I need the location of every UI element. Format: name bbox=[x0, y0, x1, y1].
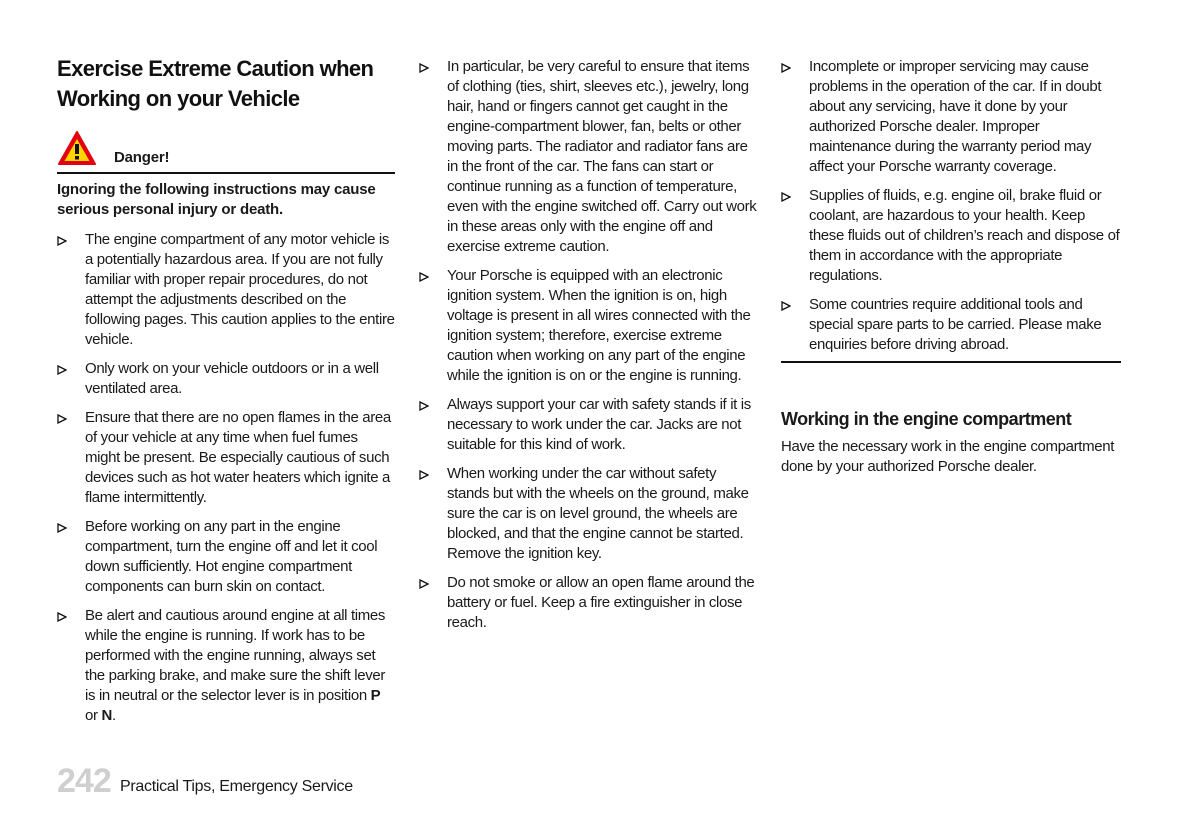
triangle-bullet-icon bbox=[419, 401, 429, 411]
list-item bbox=[781, 186, 1121, 286]
triangle-bullet-icon bbox=[419, 63, 429, 73]
triangle-bullet-icon bbox=[781, 63, 791, 73]
title-line-2: Working on your Vehicle bbox=[57, 86, 300, 111]
danger-header bbox=[57, 130, 395, 172]
gear-position-n: N bbox=[101, 707, 112, 724]
list-item-text: Only work on your vehicle outdoors or in a well ventilated area. bbox=[85, 360, 379, 397]
section-divider bbox=[781, 361, 1121, 363]
triangle-bullet-icon bbox=[57, 236, 67, 246]
section-heading: Working in the engine compartment bbox=[781, 409, 1072, 429]
footer-section-label: Practical Tips, Emergency Service bbox=[120, 778, 353, 795]
triangle-bullet-icon bbox=[57, 414, 67, 424]
list-item bbox=[57, 517, 395, 597]
list-item-text: In particular, be very careful to ensure that items of clothing (ties, shirt, sleeves etc.), jewelry, long hair, hand or fingers cannot get caught in the engine-compartment blower, fan, belts or other moving parts. The radiator and radiator fans are in the front of the car. The fans can start or continue running as a function of temperature, even with the engine switched off. Carry out work in these areas only with the engine off and exercise extreme caution. bbox=[447, 58, 757, 255]
list-item-text-end: . bbox=[111, 707, 116, 724]
title-line-1: Exercise Extreme Caution when bbox=[57, 56, 374, 81]
list-item bbox=[419, 57, 759, 257]
triangle-bullet-icon bbox=[57, 365, 67, 375]
list-item bbox=[57, 230, 395, 350]
triangle-bullet-icon bbox=[419, 272, 429, 282]
triangle-bullet-icon bbox=[419, 579, 429, 589]
triangle-bullet-icon bbox=[419, 470, 429, 480]
section-body: Have the necessary work in the engine compartment done by your authorized Porsche dealer. bbox=[781, 438, 1115, 475]
list-item bbox=[57, 606, 395, 726]
list-item-text: Be alert and cautious around engine at all times while the engine is running. If work has to be performed with the engine running, always set the parking brake, and make sure the shift lever is in neutral or the selector lever is in position bbox=[85, 607, 386, 704]
left-column bbox=[57, 54, 395, 735]
gear-position-p: P bbox=[370, 687, 381, 704]
triangle-bullet-icon bbox=[781, 301, 791, 311]
list-item-text: Ensure that there are no open flames in the area of your vehicle at any time when fuel fumes might be present. Be especially cautious of such devices such as hot water heaters which ignite a flame intermittently. bbox=[85, 409, 391, 506]
middle-bullet-list bbox=[419, 57, 759, 633]
page-title bbox=[57, 54, 395, 114]
warning-text: Ignoring the following instructions may cause serious personal injury or death. bbox=[57, 181, 376, 218]
list-item-text: When working under the car without safety stands but with the wheels on the ground, make sure the car is on level ground, the wheels are blocked, and that the engine cannot be started. Remove the ignition key. bbox=[447, 465, 749, 562]
middle-column bbox=[419, 57, 759, 642]
list-item bbox=[781, 295, 1121, 355]
danger-divider bbox=[57, 172, 395, 174]
list-item bbox=[419, 266, 759, 386]
right-column bbox=[781, 57, 1121, 477]
triangle-bullet-icon bbox=[57, 523, 67, 533]
list-item bbox=[781, 57, 1121, 177]
list-item-text: Your Porsche is equipped with an electronic ignition system. When the ignition is on, high voltage is present in all wires connected with the ignition system; therefore, exercise extreme caution when working on any part of the engine while the ignition is on or the engine is running. bbox=[447, 267, 751, 384]
list-item-text: The engine compartment of any motor vehicle is a potentially hazardous area. If you are not fully familiar with proper repair procedures, do not attempt the adjustments described on the following pages. This caution applies to the entire vehicle. bbox=[85, 231, 395, 348]
list-item bbox=[57, 359, 395, 399]
left-bullet-list bbox=[57, 230, 395, 726]
list-item-text: Before working on any part in the engine compartment, turn the engine off and let it cool down sufficiently. Hot engine compartment components can burn skin on contact. bbox=[85, 518, 378, 595]
list-item bbox=[57, 408, 395, 508]
list-item-text: Do not smoke or allow an open flame around the battery or fuel. Keep a fire extinguisher in close reach. bbox=[447, 574, 755, 631]
list-item-text: Supplies of fluids, e.g. engine oil, brake fluid or coolant, are hazardous to your health. Keep these fluids out of children’s reach and dispose of them in accordance with the appropriate regulations. bbox=[809, 187, 1120, 284]
list-item-text: Some countries require additional tools and special spare parts to be carried. Please make enquiries before driving abroad. bbox=[809, 296, 1102, 353]
list-item bbox=[419, 573, 759, 633]
list-item bbox=[419, 395, 759, 455]
triangle-bullet-icon bbox=[57, 612, 67, 622]
list-item bbox=[419, 464, 759, 564]
list-item-text: Always support your car with safety stands if it is necessary to work under the car. Jacks are not suitable for this kind of work. bbox=[447, 396, 751, 453]
danger-label: Danger! bbox=[114, 149, 170, 166]
right-bullet-list bbox=[781, 57, 1121, 355]
triangle-bullet-icon bbox=[781, 192, 791, 202]
page-number: 242 bbox=[57, 762, 111, 800]
warning-triangle-icon bbox=[57, 130, 97, 166]
list-item-text-or: or bbox=[85, 707, 102, 724]
list-item-text: Incomplete or improper servicing may cause problems in the operation of the car. If in doubt about any servicing, have it done by your authorized Porsche dealer. Improper maintenance during the warranty period may affect your Porsche warranty coverage. bbox=[809, 58, 1102, 175]
